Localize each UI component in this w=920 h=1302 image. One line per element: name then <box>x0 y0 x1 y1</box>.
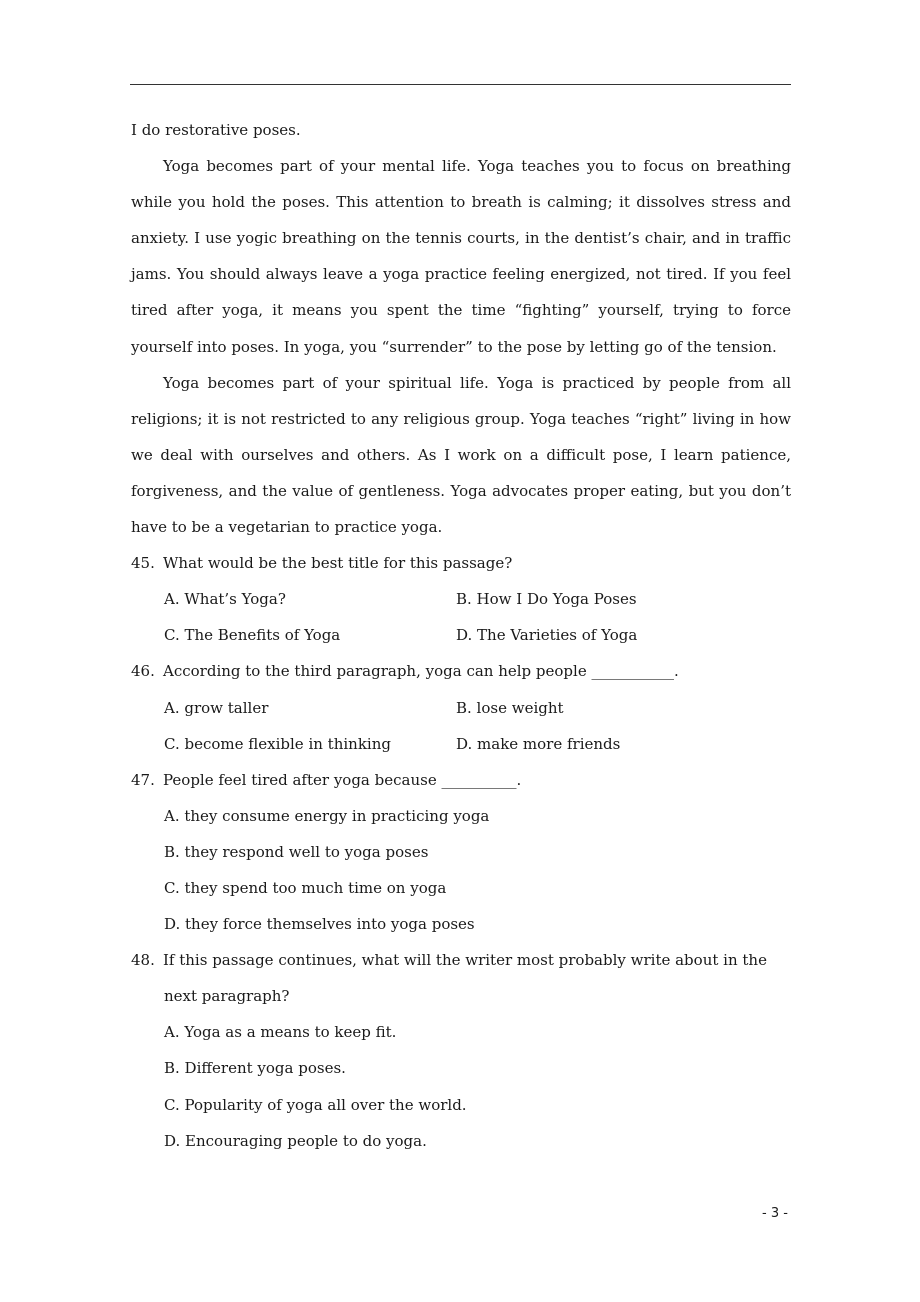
option-d: D. make more friends <box>456 734 621 753</box>
option-a: A. they consume energy in practicing yoga <box>164 806 490 825</box>
question-46 <box>131 653 791 761</box>
question-stem: According to the third paragraph, yoga can help people ___________. <box>163 662 679 681</box>
option-d: D. they force themselves into yoga poses <box>164 915 475 934</box>
option-d: D. Encouraging people to do yoga. <box>164 1131 427 1150</box>
option-c: C. they spend too much time on yoga <box>164 878 447 897</box>
option-a: A. What’s Yoga? <box>164 590 286 609</box>
option-c: C. The Benefits of Yoga <box>164 626 341 645</box>
passage-paragraph-spiritual: Yoga becomes part of your spiritual life. Yoga is practiced by people from all religions; it is not restricted to any religious group. Yoga teaches “right” living in how we deal with ourselves and others. As I work on a difficult pose, I learn patience, forgiveness, and the value of gentleness. Yoga advocates proper eating, but you don’t have to be a vegetarian to practice yoga. <box>131 373 791 537</box>
question-stem-continued: next paragraph? <box>164 987 290 1006</box>
page-number: - 3 - <box>762 1206 788 1221</box>
option-c: C. Popularity of yoga all over the world. <box>164 1095 467 1114</box>
question-number: 46. <box>131 662 155 681</box>
question-number: 48. <box>131 951 155 970</box>
question-45 <box>131 545 791 653</box>
option-b: B. lose weight <box>456 698 564 717</box>
question-number: 45. <box>131 554 155 573</box>
option-b: B. Different yoga poses. <box>164 1059 346 1078</box>
option-d: D. The Varieties of Yoga <box>456 626 638 645</box>
question-stem: If this passage continues, what will the writer most probably write about in the <box>163 951 767 970</box>
question-stem: People feel tired after yoga because __________. <box>163 770 522 789</box>
question-48 <box>131 942 791 1159</box>
question-number: 47. <box>131 770 155 789</box>
option-a: A. grow taller <box>164 698 269 717</box>
question-47 <box>131 762 791 942</box>
header-rule <box>130 84 791 85</box>
option-b: B. they respond well to yoga poses <box>164 842 429 861</box>
passage-paragraph-mental: Yoga becomes part of your mental life. Yoga teaches you to focus on breathing while you hold the poses. This attention to breath is calming; it dissolves stress and anxiety. I use yogic breathing on the tennis courts, in the dentist’s chair, and in traffic jams. You should always leave a yoga practice feeling energized, not tired. If you feel tired after yoga, it means you spent the time “fighting” yourself, trying to force yourself into poses. In yoga, you “surrender” to the pose by letting go of the tension. <box>131 157 791 356</box>
option-c: C. become flexible in thinking <box>164 734 391 753</box>
option-b: B. How I Do Yoga Poses <box>456 590 637 609</box>
option-a: A. Yoga as a means to keep fit. <box>164 1023 397 1042</box>
passage-line: I do restorative poses. <box>131 121 301 139</box>
document-body <box>131 112 791 1159</box>
question-stem: What would be the best title for this passage? <box>163 554 513 573</box>
